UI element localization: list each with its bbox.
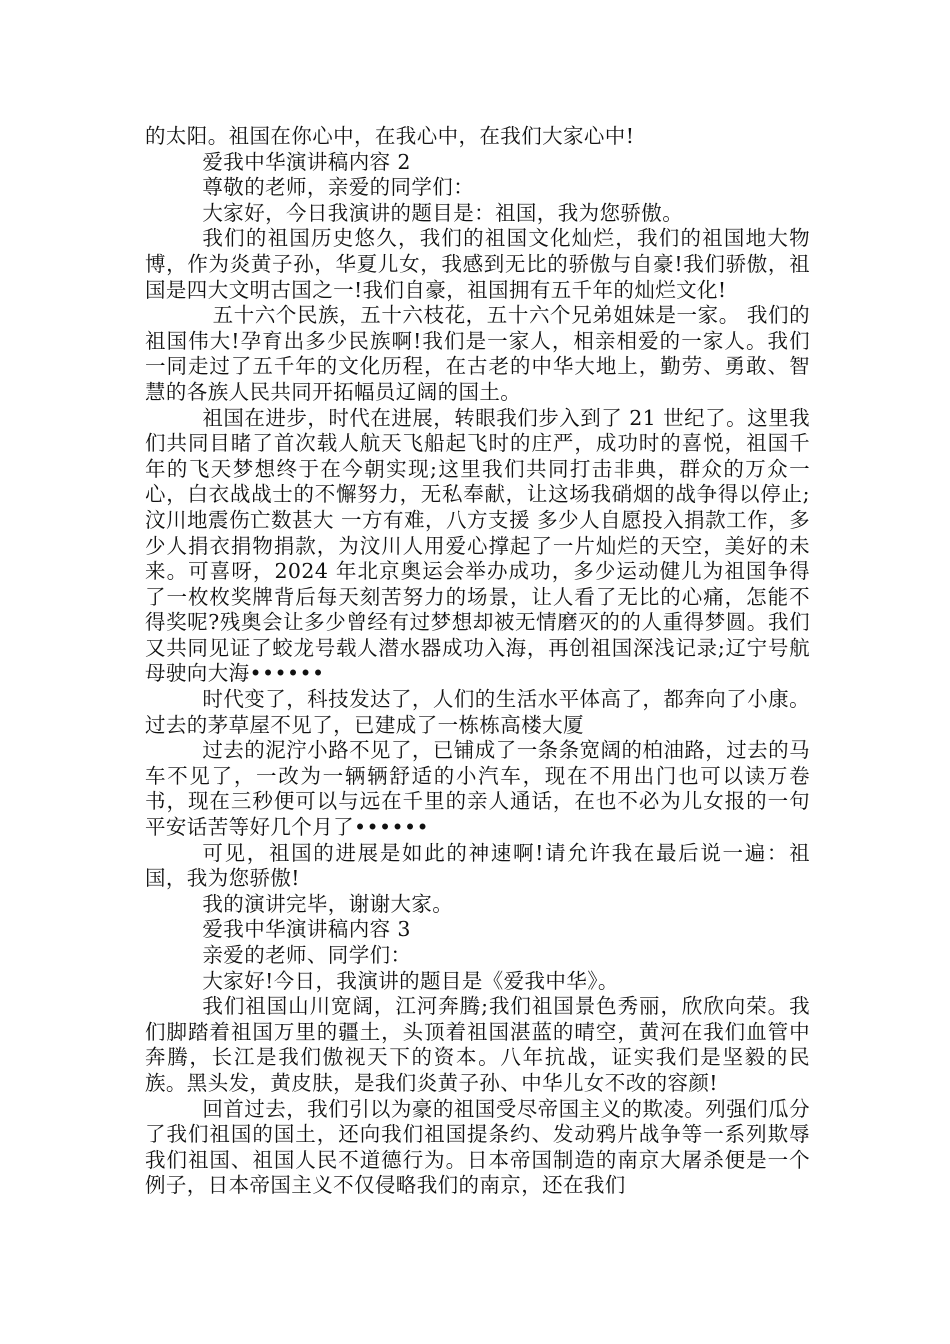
salutation: 尊敬的老师，亲爱的同学们： bbox=[202, 175, 475, 200]
section-heading: 爱我中华演讲稿内容 3 bbox=[202, 917, 411, 942]
paragraph: 大家好!今日，我演讲的题目是《爱我中华》。 bbox=[202, 968, 619, 993]
paragraph: 五十六个民族，五十六枝花，五十六个兄弟姐妹是一家。 我们的祖国伟大!孕育出多少民族啊!我们是一家人，相亲相爱的一家人。我们一同走过了五千年的文化历程，在古老的中华大地上，勤劳、勇敢、智慧的各族人民共同开拓幅员辽阔的国土。 bbox=[145, 303, 810, 404]
paragraph: 过去的泥泞小路不见了，已铺成了一条条宽阔的柏油路，过去的马车不见了，一改为一辆辆舒适的小汽车，现在不用出门也可以读万卷书，现在三秒便可以与远在千里的亲人通话，在也不必为儿女报的一句平安话苦等好几个月了•••••• bbox=[145, 738, 810, 840]
paragraph: 的太阳。祖国在你心中，在我心中，在我们大家心中! bbox=[145, 124, 635, 148]
paragraph: 我们的祖国历史悠久，我们的祖国文化灿烂，我们的祖国地大物博，作为炎黄子孙，华夏儿女，我感到无比的骄傲与自豪!我们骄傲，祖国是四大文明古国之一!我们自豪，祖国拥有五千年的灿烂文化! bbox=[145, 226, 810, 302]
document-body bbox=[145, 124, 810, 1199]
paragraph: 大家好，今日我演讲的题目是：祖国，我为您骄傲。 bbox=[202, 200, 684, 225]
section-heading: 爱我中华演讲稿内容 2 bbox=[202, 149, 411, 174]
salutation: 亲爱的老师、同学们： bbox=[202, 943, 412, 967]
paragraph: 祖国在进步，时代在进展，转眼我们步入到了 21 世纪了。这里我们共同目睹了首次载人航天飞船起飞时的庄严，成功时的喜悦，祖国千年的飞天梦想终于在今朝实现;这里我们共同打击非典，群众的万众一心，白衣战战士的不懈努力，无私奉献，让这场我硝烟的战争得以停止;汶川地震伤亡数甚大 一方有难，八方支援 多少人自愿投入捐款工作，多少人捐衣捐物捐款，为汶川人用爱心撑起了一片灿烂的天空，美好的未来。可喜呀，2024 年北京奥运会举办成功，多少运动健儿为祖国争得了一枚枚奖牌背后每天刻苦努力的场景，让人看了无比的心痛，怎能不得奖呢?残奥会让多少曾经有过梦想却被无情磨灭的的人重得梦圆。我们又共同见证了蛟龙号载人潜水器成功入海，再创祖国深浅记录;辽宁号航母驶向大海•••••• bbox=[145, 405, 810, 686]
paragraph: 我们祖国山川宽阔，江河奔腾;我们祖国景色秀丽，欣欣向荣。我们脚踏着祖国万里的疆土，头顶着祖国湛蓝的晴空，黄河在我们血管中奔腾，长江是我们傲视天下的资本。八年抗战，证实我们是坚毅的民族。黑头发，黄皮肤，是我们炎黄子孙、中华儿女不改的容颜! bbox=[145, 994, 810, 1095]
paragraph: 可见，祖国的进展是如此的神速啊!请允许我在最后说一遍：祖国，我为您骄傲! bbox=[145, 840, 810, 891]
closing: 我的演讲完毕，谢谢大家。 bbox=[202, 891, 454, 916]
paragraph: 时代变了，科技发达了，人们的生活水平体高了，都奔向了小康。过去的茅草屋不见了，已建成了一栋栋高楼大厦 bbox=[145, 687, 810, 737]
paragraph: 回首过去，我们引以为豪的祖国受尽帝国主义的欺凌。列强们瓜分了我们祖国的国土，还向我们祖国提条约、发动鸦片战争等一系列欺辱我们祖国、祖国人民不道德行为。日本帝国制造的南京大屠杀便是一个例子，日本帝国主义不仅侵略我们的南京，还在我们 bbox=[145, 1096, 810, 1198]
